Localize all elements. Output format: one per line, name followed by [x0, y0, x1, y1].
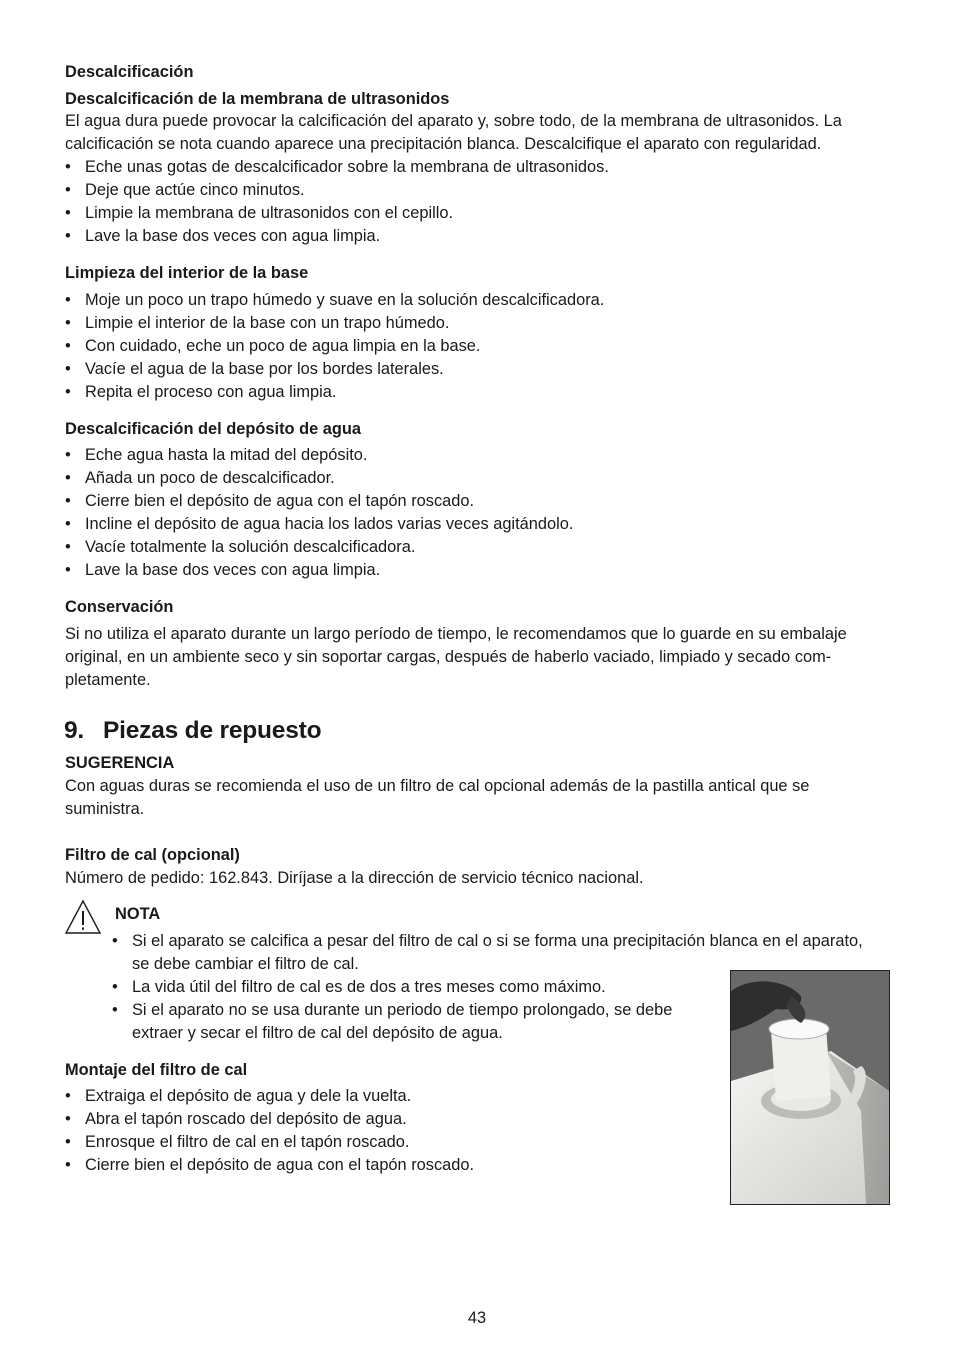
- warning-triangle-icon: [64, 899, 102, 935]
- list-item: [65, 1154, 715, 1177]
- list-item: [65, 559, 890, 582]
- list-item: [65, 335, 890, 358]
- list-item-text: Si el aparato no se usa durante un periodo de tiempo prolongado, se debe: [132, 1001, 673, 1019]
- paragraph-line: Con aguas duras se recomienda el uso de un filtro de cal opcional además de la pastilla antical que se: [65, 777, 810, 795]
- list-item: [65, 179, 890, 202]
- list-item: [65, 225, 890, 248]
- section-title-descalcificacion: Descalcificación: [65, 63, 194, 81]
- list-item-text: La vida útil del filtro de cal es de dos a tres meses como máximo.: [132, 978, 606, 996]
- list-item-text: Lave la base dos veces con agua limpia.: [85, 561, 381, 579]
- bullet: •: [65, 469, 71, 487]
- nota-label: NOTA: [115, 905, 161, 923]
- section-title-deposito: Descalcificación del depósito de agua: [65, 420, 362, 438]
- list-item: [65, 1085, 715, 1108]
- list-item: [65, 536, 890, 559]
- bullet-list-descalcificacion: [65, 156, 890, 248]
- paragraph-line: suministra.: [65, 800, 145, 818]
- bullet: •: [65, 158, 71, 176]
- list-item-text: Abra el tapón roscado del depósito de agua.: [85, 1110, 407, 1128]
- bullet-list-montaje: [65, 1085, 715, 1177]
- list-item: [65, 202, 890, 225]
- list-item: [65, 381, 890, 404]
- list-item: [65, 444, 890, 467]
- bullet: •: [65, 1087, 71, 1105]
- list-item: [65, 1131, 715, 1154]
- paragraph-line: El agua dura puede provocar la calcificación del aparato y, sobre todo, de la membrana de ultrasonidos. La: [65, 112, 842, 130]
- bullet: •: [65, 337, 71, 355]
- filtro-text: Número de pedido: 162.843. Diríjase a la dirección de servicio técnico nacional.: [65, 869, 644, 887]
- list-item: [65, 1108, 715, 1131]
- list-item-text: Eche agua hasta la mitad del depósito.: [85, 446, 368, 464]
- list-item-text: extraer y secar el filtro de cal del depósito de agua.: [132, 1024, 503, 1042]
- section-title-montaje: Montaje del filtro de cal: [65, 1061, 248, 1079]
- list-item-text: Lave la base dos veces con agua limpia.: [85, 227, 381, 245]
- bullet: •: [65, 291, 71, 309]
- section-title-limpieza: Limpieza del interior de la base: [65, 264, 309, 282]
- bullet: •: [65, 1156, 71, 1174]
- list-item-text: Añada un poco de descalcificador.: [85, 469, 335, 487]
- list-item-text: Con cuidado, eche un poco de agua limpia en la base.: [85, 337, 481, 355]
- bullet: •: [65, 204, 71, 222]
- list-item-text: Vacíe totalmente la solución descalcificadora.: [85, 538, 416, 556]
- list-item-text: Repita el proceso con agua limpia.: [85, 383, 337, 401]
- bullet: •: [65, 515, 71, 533]
- list-item-text: se debe cambiar el filtro de cal.: [132, 955, 359, 973]
- list-item-text: Incline el depósito de agua hacia los lados varias veces agitándolo.: [85, 515, 574, 533]
- bullet: •: [112, 1001, 118, 1019]
- chapter-title: Piezas de repuesto: [103, 717, 322, 744]
- list-item: [65, 513, 890, 536]
- list-item: [65, 289, 890, 312]
- list-item-text: Moje un poco un trapo húmedo y suave en la solución descalcificadora.: [85, 291, 605, 309]
- list-item-text: Cierre bien el depósito de agua con el tapón roscado.: [85, 1156, 475, 1174]
- bullet: •: [112, 932, 118, 950]
- list-item: [65, 358, 890, 381]
- bullet: •: [65, 492, 71, 510]
- paragraph-line: pletamente.: [65, 671, 151, 689]
- bullet: •: [65, 1110, 71, 1128]
- bullet: •: [65, 314, 71, 332]
- list-item-text: Si el aparato se calcifica a pesar del filtro de cal o si se forma una precipitación blanca en el aparato,: [132, 932, 863, 950]
- list-item-text: Eche unas gotas de descalcificador sobre la membrana de ultrasonidos.: [85, 158, 609, 176]
- list-item-text: Vacíe el agua de la base por los bordes laterales.: [85, 360, 444, 378]
- list-item-text: Extraiga el depósito de agua y dele la vuelta.: [85, 1087, 412, 1105]
- bullet: •: [65, 360, 71, 378]
- list-item-text: Deje que actúe cinco minutos.: [85, 181, 305, 199]
- subtitle-membrana: Descalcificación de la membrana de ultrasonidos: [65, 90, 450, 108]
- list-item-text: Limpie la membrana de ultrasonidos con el cepillo.: [85, 204, 454, 222]
- bullet: •: [65, 181, 71, 199]
- bullet: •: [112, 978, 118, 996]
- sugerencia-label: SUGERENCIA: [65, 754, 175, 772]
- bullet-list-deposito: [65, 444, 890, 582]
- filtro-title: Filtro de cal (opcional): [65, 846, 240, 864]
- page-number: 43: [467, 1309, 487, 1327]
- paragraph-line: original, en un ambiente seco y sin soportar cargas, después de haberlo vaciado, limpiado y secado com-: [65, 648, 832, 666]
- section-title-conservacion: Conservación: [65, 598, 174, 616]
- bullet: •: [65, 383, 71, 401]
- bullet: •: [65, 538, 71, 556]
- list-item-text: Cierre bien el depósito de agua con el tapón roscado.: [85, 492, 475, 510]
- list-item: [65, 467, 890, 490]
- bullet-list-limpieza: [65, 289, 890, 404]
- chapter-number: 9.: [64, 717, 85, 744]
- bullet: •: [65, 227, 71, 245]
- list-item-text: Limpie el interior de la base con un trapo húmedo.: [85, 314, 450, 332]
- product-photo: [730, 970, 890, 1205]
- list-item-text: Enrosque el filtro de cal en el tapón roscado.: [85, 1133, 410, 1151]
- bullet: •: [65, 561, 71, 579]
- bullet: •: [65, 1133, 71, 1151]
- bullet: •: [65, 446, 71, 464]
- list-item: [65, 312, 890, 335]
- list-item: [65, 156, 890, 179]
- paragraph-line: Si no utiliza el aparato durante un largo período de tiempo, le recomendamos que lo guarde en su embalaje: [65, 625, 847, 643]
- list-item: [65, 490, 890, 513]
- paragraph-line: calcificación se nota cuando aparece una precipitación blanca. Descalcifique el aparato con regularidad.: [65, 135, 822, 153]
